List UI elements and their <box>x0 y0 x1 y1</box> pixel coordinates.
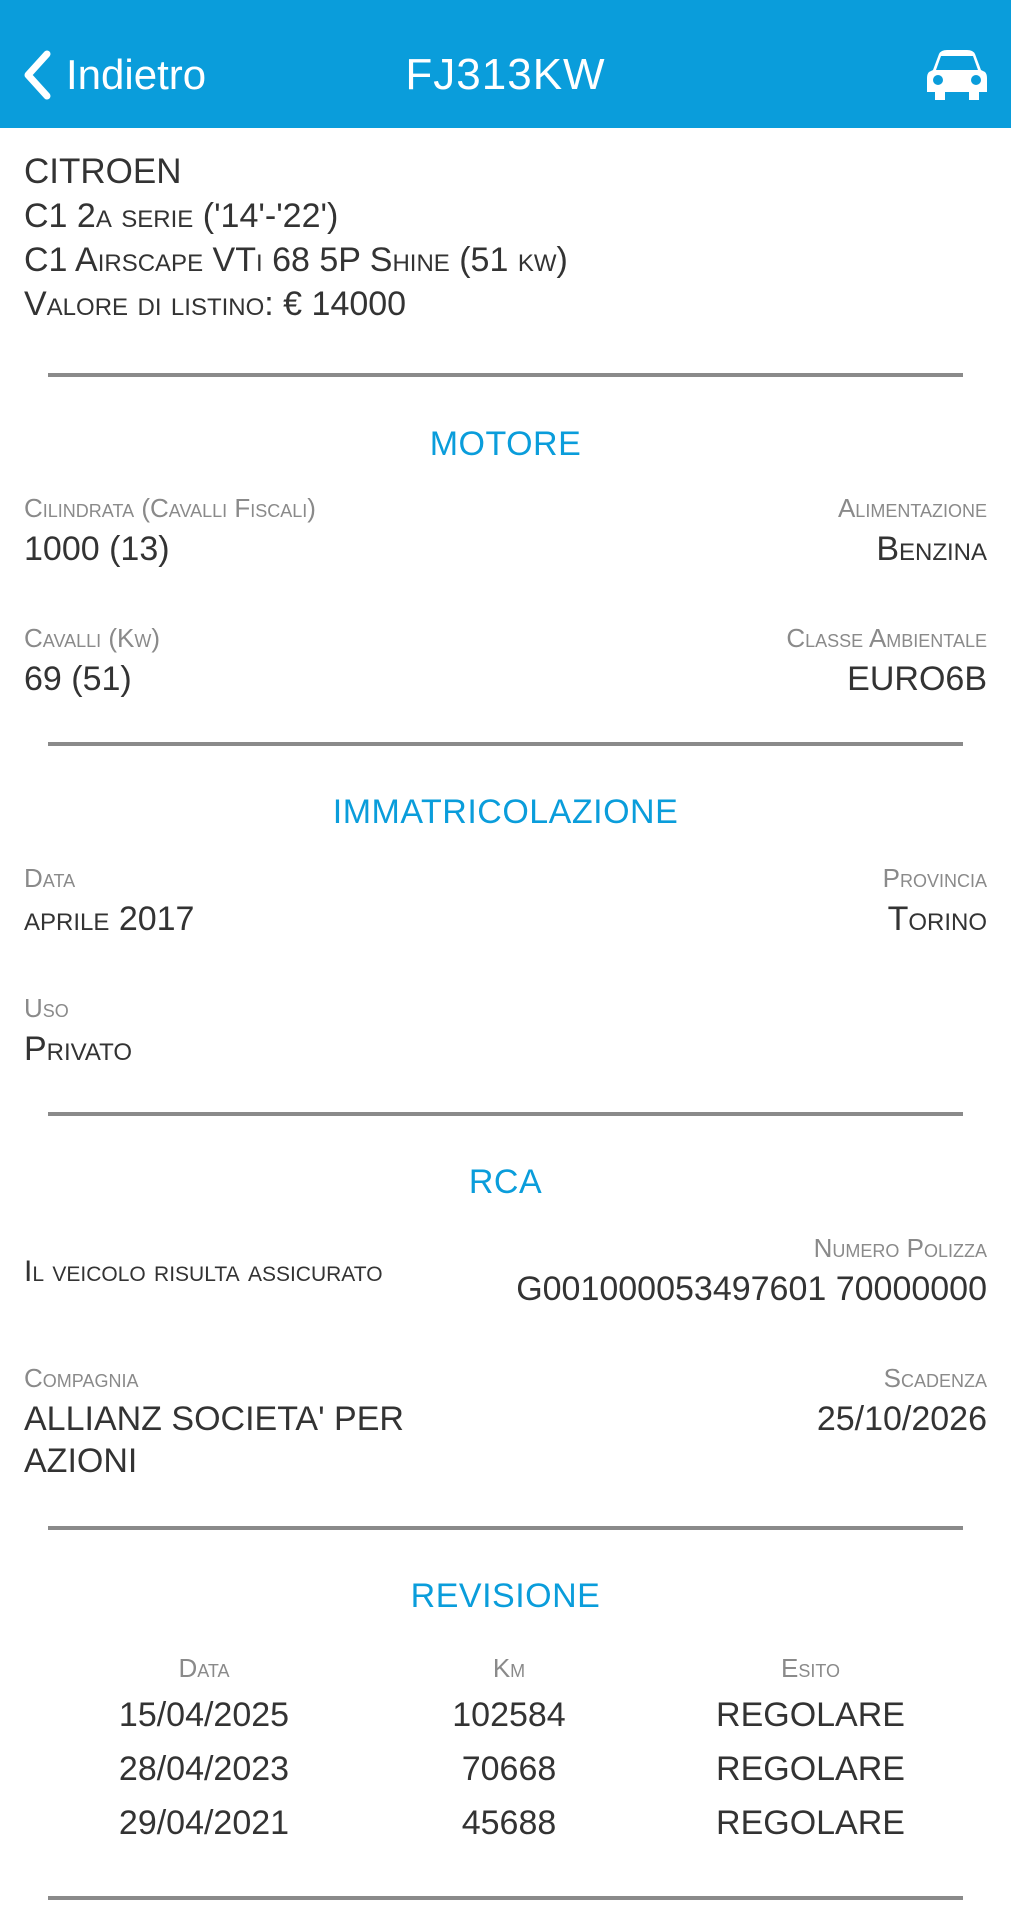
table-header <box>24 1648 987 1688</box>
table-row <box>24 1796 987 1850</box>
cilindrata-field <box>24 492 316 570</box>
numero-polizza-label: Numero Polizza <box>813 1233 987 1263</box>
vehicle-version: C1 Airscape VTi 68 5P Shine (51 kw) <box>24 241 568 279</box>
compagnia-label: Compagnia <box>24 1363 139 1393</box>
data-label: Data <box>24 863 76 893</box>
page-title: FJ313KW <box>405 50 606 99</box>
uso-value: Privato <box>24 1030 133 1068</box>
compagnia-field <box>24 1362 404 1482</box>
revision-date: 29/04/2021 <box>118 1803 290 1842</box>
cilindrata-label: Cilindrata (Cavalli Fiscali) <box>24 493 316 523</box>
vehicle-model: C1 2a serie ('14'-'22') <box>24 197 339 235</box>
revision-date: 15/04/2025 <box>118 1695 290 1734</box>
column-header-km: Km <box>492 1652 526 1683</box>
table-row <box>24 1688 987 1742</box>
section-title-revisione: REVISIONE <box>410 1577 601 1615</box>
compagnia-value-line1: ALLIANZ SOCIETA' PER <box>24 1400 404 1438</box>
cavalli-label: Cavalli (Kw) <box>24 623 161 653</box>
divider <box>48 1526 963 1530</box>
data-immatricolazione-field <box>24 862 194 940</box>
divider <box>48 373 963 377</box>
revision-km: 102584 <box>452 1695 566 1734</box>
car-icon <box>925 46 989 106</box>
alimentazione-value: Benzina <box>876 530 987 568</box>
revision-outcome: REGOLARE <box>716 1695 905 1734</box>
column-header-esito: Esito <box>780 1652 841 1683</box>
divider <box>48 742 963 746</box>
divider <box>48 1112 963 1116</box>
classe-ambientale-label: Classe Ambientale <box>786 623 987 653</box>
top-bar <box>0 0 1011 128</box>
section-title-rca: RCA <box>468 1163 543 1201</box>
section-title-immatricolazione: IMMATRICOLAZIONE <box>332 793 679 831</box>
insurance-status: Il veicolo risulta assicurato <box>24 1255 383 1288</box>
cavalli-field <box>24 622 160 700</box>
vehicle-brand: CITROEN <box>24 152 182 191</box>
scadenza-label: Scadenza <box>883 1363 987 1393</box>
revision-outcome: REGOLARE <box>716 1749 905 1788</box>
car-button[interactable] <box>925 46 989 106</box>
table-row <box>24 1742 987 1796</box>
revision-date: 28/04/2023 <box>118 1749 290 1788</box>
provincia-field <box>883 862 987 940</box>
compagnia-value-line2: AZIONI <box>24 1442 138 1480</box>
revision-outcome: REGOLARE <box>716 1803 905 1842</box>
revision-km: 45688 <box>461 1803 557 1842</box>
numero-polizza-value: G001000053497601 70000000 <box>516 1270 987 1308</box>
vehicle-price: Valore di listino: € 14000 <box>24 285 407 323</box>
alimentazione-field <box>838 492 987 570</box>
classe-ambientale-value: EURO6B <box>847 660 987 698</box>
classe-ambientale-field <box>786 622 987 700</box>
divider <box>48 1896 963 1900</box>
provincia-label: Provincia <box>882 863 987 893</box>
revision-km: 70668 <box>461 1749 557 1788</box>
uso-label: Uso <box>24 993 69 1023</box>
revisione-table <box>24 1648 987 1850</box>
alimentazione-label: Alimentazione <box>837 493 987 523</box>
numero-polizza-field <box>516 1232 987 1310</box>
vehicle-info <box>24 150 984 326</box>
scadenza-value: 25/10/2026 <box>816 1400 987 1438</box>
cilindrata-value: 1000 (13) <box>24 530 170 568</box>
provincia-value: Torino <box>887 900 987 938</box>
section-title-motore: MOTORE <box>429 425 582 463</box>
cavalli-value: 69 (51) <box>24 660 132 698</box>
back-label: Indietro <box>66 51 207 98</box>
column-header-data: Data <box>178 1652 230 1683</box>
data-value: aprile 2017 <box>24 900 195 938</box>
scadenza-field <box>817 1362 987 1440</box>
uso-field <box>24 992 132 1070</box>
